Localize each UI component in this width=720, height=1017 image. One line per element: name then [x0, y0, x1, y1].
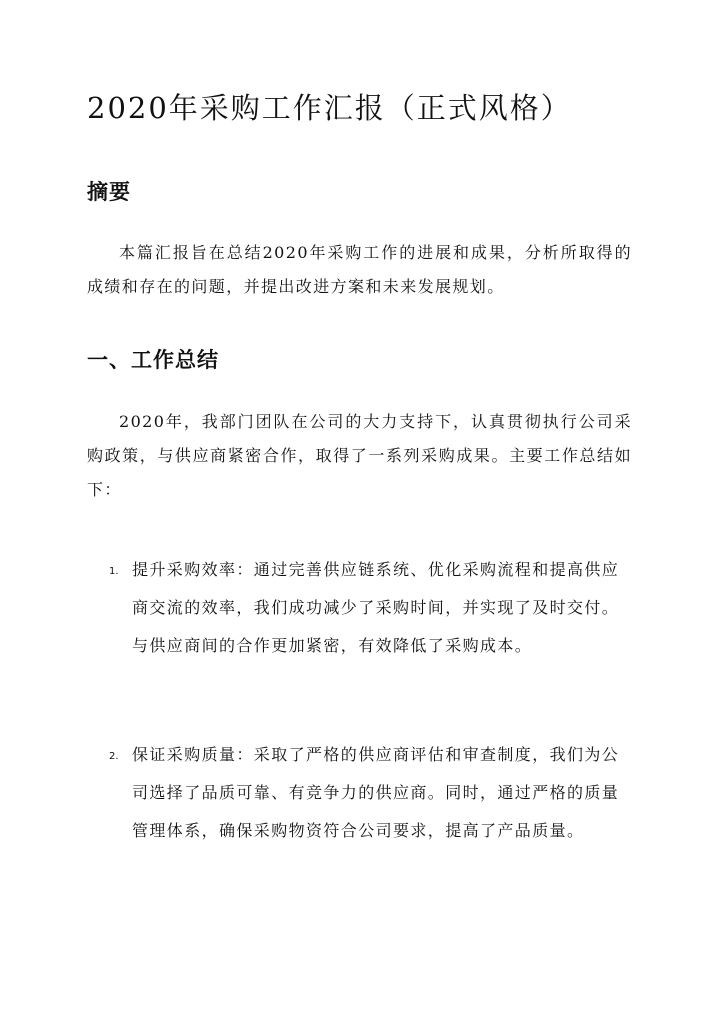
list-item-number: 2. [109, 751, 119, 762]
list-item-number: 1. [109, 566, 119, 577]
list-item-text: 保证采购质量：采取了严格的供应商评估和审查制度，我们为公司选择了品质可靠、有竞争力的供应商。同时，通过严格的质量管理体系，确保采购物资符合公司要求，提高了产品质量。 [132, 745, 620, 840]
abstract-heading: 摘要 [87, 179, 131, 204]
section-heading-work-summary: 一、工作总结 [87, 347, 219, 372]
work-summary-intro-paragraph: 2020年，我部门团队在公司的大力支持下，认真贯彻执行公司采购政策，与供应商紧密合作，取得了一系列采购成果。主要工作总结如下： [87, 412, 632, 499]
document-title: 2020年采购工作汇报（正式风格） [87, 91, 572, 125]
abstract-paragraph: 本篇汇报旨在总结2020年采购工作的进展和成果，分析所取得的成绩和存在的问题，并提出改进方案和未来发展规划。 [87, 243, 632, 296]
list-item-text: 提升采购效率：通过完善供应链系统、优化采购流程和提高供应商交流的效率，我们成功减少了采购时间，并实现了及时交付。与供应商间的合作更加紧密，有效降低了采购成本。 [132, 560, 620, 655]
